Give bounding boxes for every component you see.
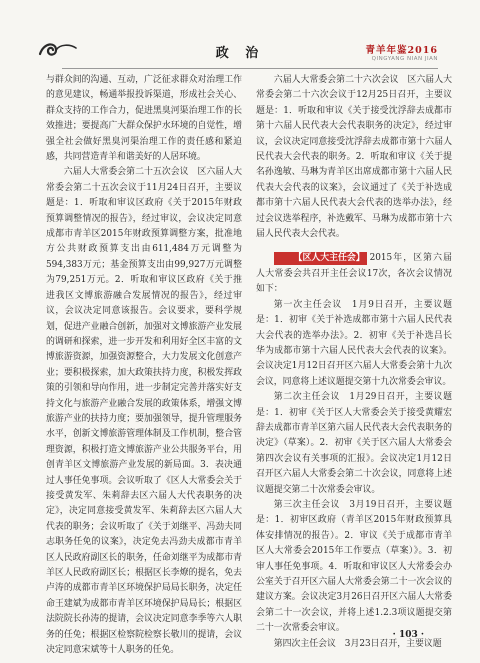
paragraph-meeting-3: 第三次主任会议 3月19日召开，主要议题是：1．初审区政府（青羊区2015年财政预算具体安排情况的报告）。2．审议《关于成都市青羊区人大常委会2015年工作要点（草案）》。3．初审人事任免事项。4．听取和审议区人大常委会办公室关于召开区六届人大常委会第二十一次会议的建议方案。会议决定3月26日召开区六届人大常委会第二十一次会议，并将上述1.2.3项议题提交第二十一次常委会审议。 [256,499,452,634]
yearbook-pinyin: QINGYANG NIAN JIAN [371,56,438,62]
paragraph-session-25: 六届人大常委会第二十五次会议 区六届人大常委会第二十五次会议于11月24日召开，主要议题是：1．听取和审议区政府《关于2015年财政预算调整情况的报告》，经过审议，会议决定同意成都市青羊区2015年财政预算调整方案，批准地方公共财政预算支出由611,484万元调整为594,383万元；基金预算支出由99,927万元调整为79,251万元。2．听取和审议区政府《关于推进我区文博旅游融合发展情况的报告》，经过审议，会议决定同意该报告。会议要求，要科学规划，促进产业融合创新，加强对文博旅游产业发展的调研和探索，进一步开发和利用好全区丰富的文博旅游资源，加强资源整合，大力发展文化创意产业；要积极探索，加大政策扶持力度，积极发挥政策的引领和导向作用，进一步制定完善并落实好支持文化与旅游产业融合发展的政策体系，增强文博旅游产业的扶持力度；要加强领导，提升管理服务水平，创新文博旅游管理体制及工作机制，整合管理资源，积极打造文博旅游产业公共服务平台，用创青羊区文博旅游产业发展的新局面。3．表决通过人事任免事项。会议听取了《区人大常委会关于接受黄发军、朱莉辞去区六届人大代表职务的决定》，决定同意接受黄发军、朱莉辞去区六届人大代表的职务；会议听取了《关于刘继平、冯劲夫同志职务任免的议案》，决定免去冯劲夫成都市青羊区人民政府副区长的职务，任命刘继平为成都市青羊区人民政府副区长；根据区长李燎的提名，免去卢涛的成都市青羊区环境保护局局长职务，决定任命王建斌为成都市青羊区环境保护局局长；根据区法院院长孙涛的提请，会议决定同意李季等六人职务的任免；根据区检察院检察长敬川的提请，会议决定同意宋斌等十人职务的任免。 [46,167,242,656]
left-column [46,73,242,658]
section-title: 政 治 [215,46,265,61]
paragraph-river-governance: 与群众间的沟通、互动，广泛征求群众对治理工作的意见建议，畅通举报投诉渠道，形成社会关心、群众支持的工作合力，促进黑臭河渠治理工作的长效推进；要提高广大群众保护水环境的自觉性，增强全社会做好黑臭河渠治理工作的责任感和紧迫感，共同营造青羊和谐美好的人居环境。 [46,75,242,163]
page-number: · 103 · [392,630,424,640]
paragraph-committee-intro [256,251,452,297]
paragraph-meeting-1: 第一次主任会议 1月9日召开，主要议题是：1．初审《关于补选成都市第十六届人民代表大会代表的选举办法》。2．初审《关于补选吕长华为成都市第十六届人民代表大会代表的议案》。会议决定1月12日召开区六届人大常委会第十九次会议，同意将上述议题提交第十九次常委会审议。 [256,299,452,387]
section-label-committee: 【区人大主任会】 [274,252,367,265]
paragraph-meeting-4: 第四次主任会议 3月23日召开，主要议题 [273,638,442,649]
paragraph-meeting-2: 第二次主任会议 1月29日召开，主要议题是：1．初审《关于区人大常委会关于接受黄耀宏辞去成都市青羊区第六届人民代表大会代表职务的决定》（草案）。2．初审《关于区六届人大常委会第四次会议有关事项的汇报》。会议决定1月12日召开区六届人大常委会第二十次会议，同意将上述议题提交第二十次常委会审议。 [256,392,452,495]
page-header [0,0,480,62]
yearbook-title: 青羊年鉴2016 [365,45,438,56]
paragraph-session-26: 六届人大常委会第二十六次会议 区六届人大常委会第二十六次会议于12月25日召开，主要议题是：1．听取和审议《关于接受沈浮辞去成都市第十六届人民代表大会代表职务的决定》，经过审议，会议决定同意接受沈浮辞去成都市第十六届人民代表大会代表的职务。2．听取和审议《关于提名孙逸敏、马琳为青羊区出席成都市第十六届人民代表大会代表的议案》，会议通过了《关于补选成都市第十六届人民代表大会代表的选举办法》，经过会议选举程序，补选戴军、马琳为成都市第十六届人民代表大会代表。 [256,75,452,240]
header-divider [62,68,438,69]
committee-intro-text: 2015年，区第六届人大常委会共召开主任会议17次，各次会议情况如下： [256,253,452,295]
right-column [256,73,452,652]
